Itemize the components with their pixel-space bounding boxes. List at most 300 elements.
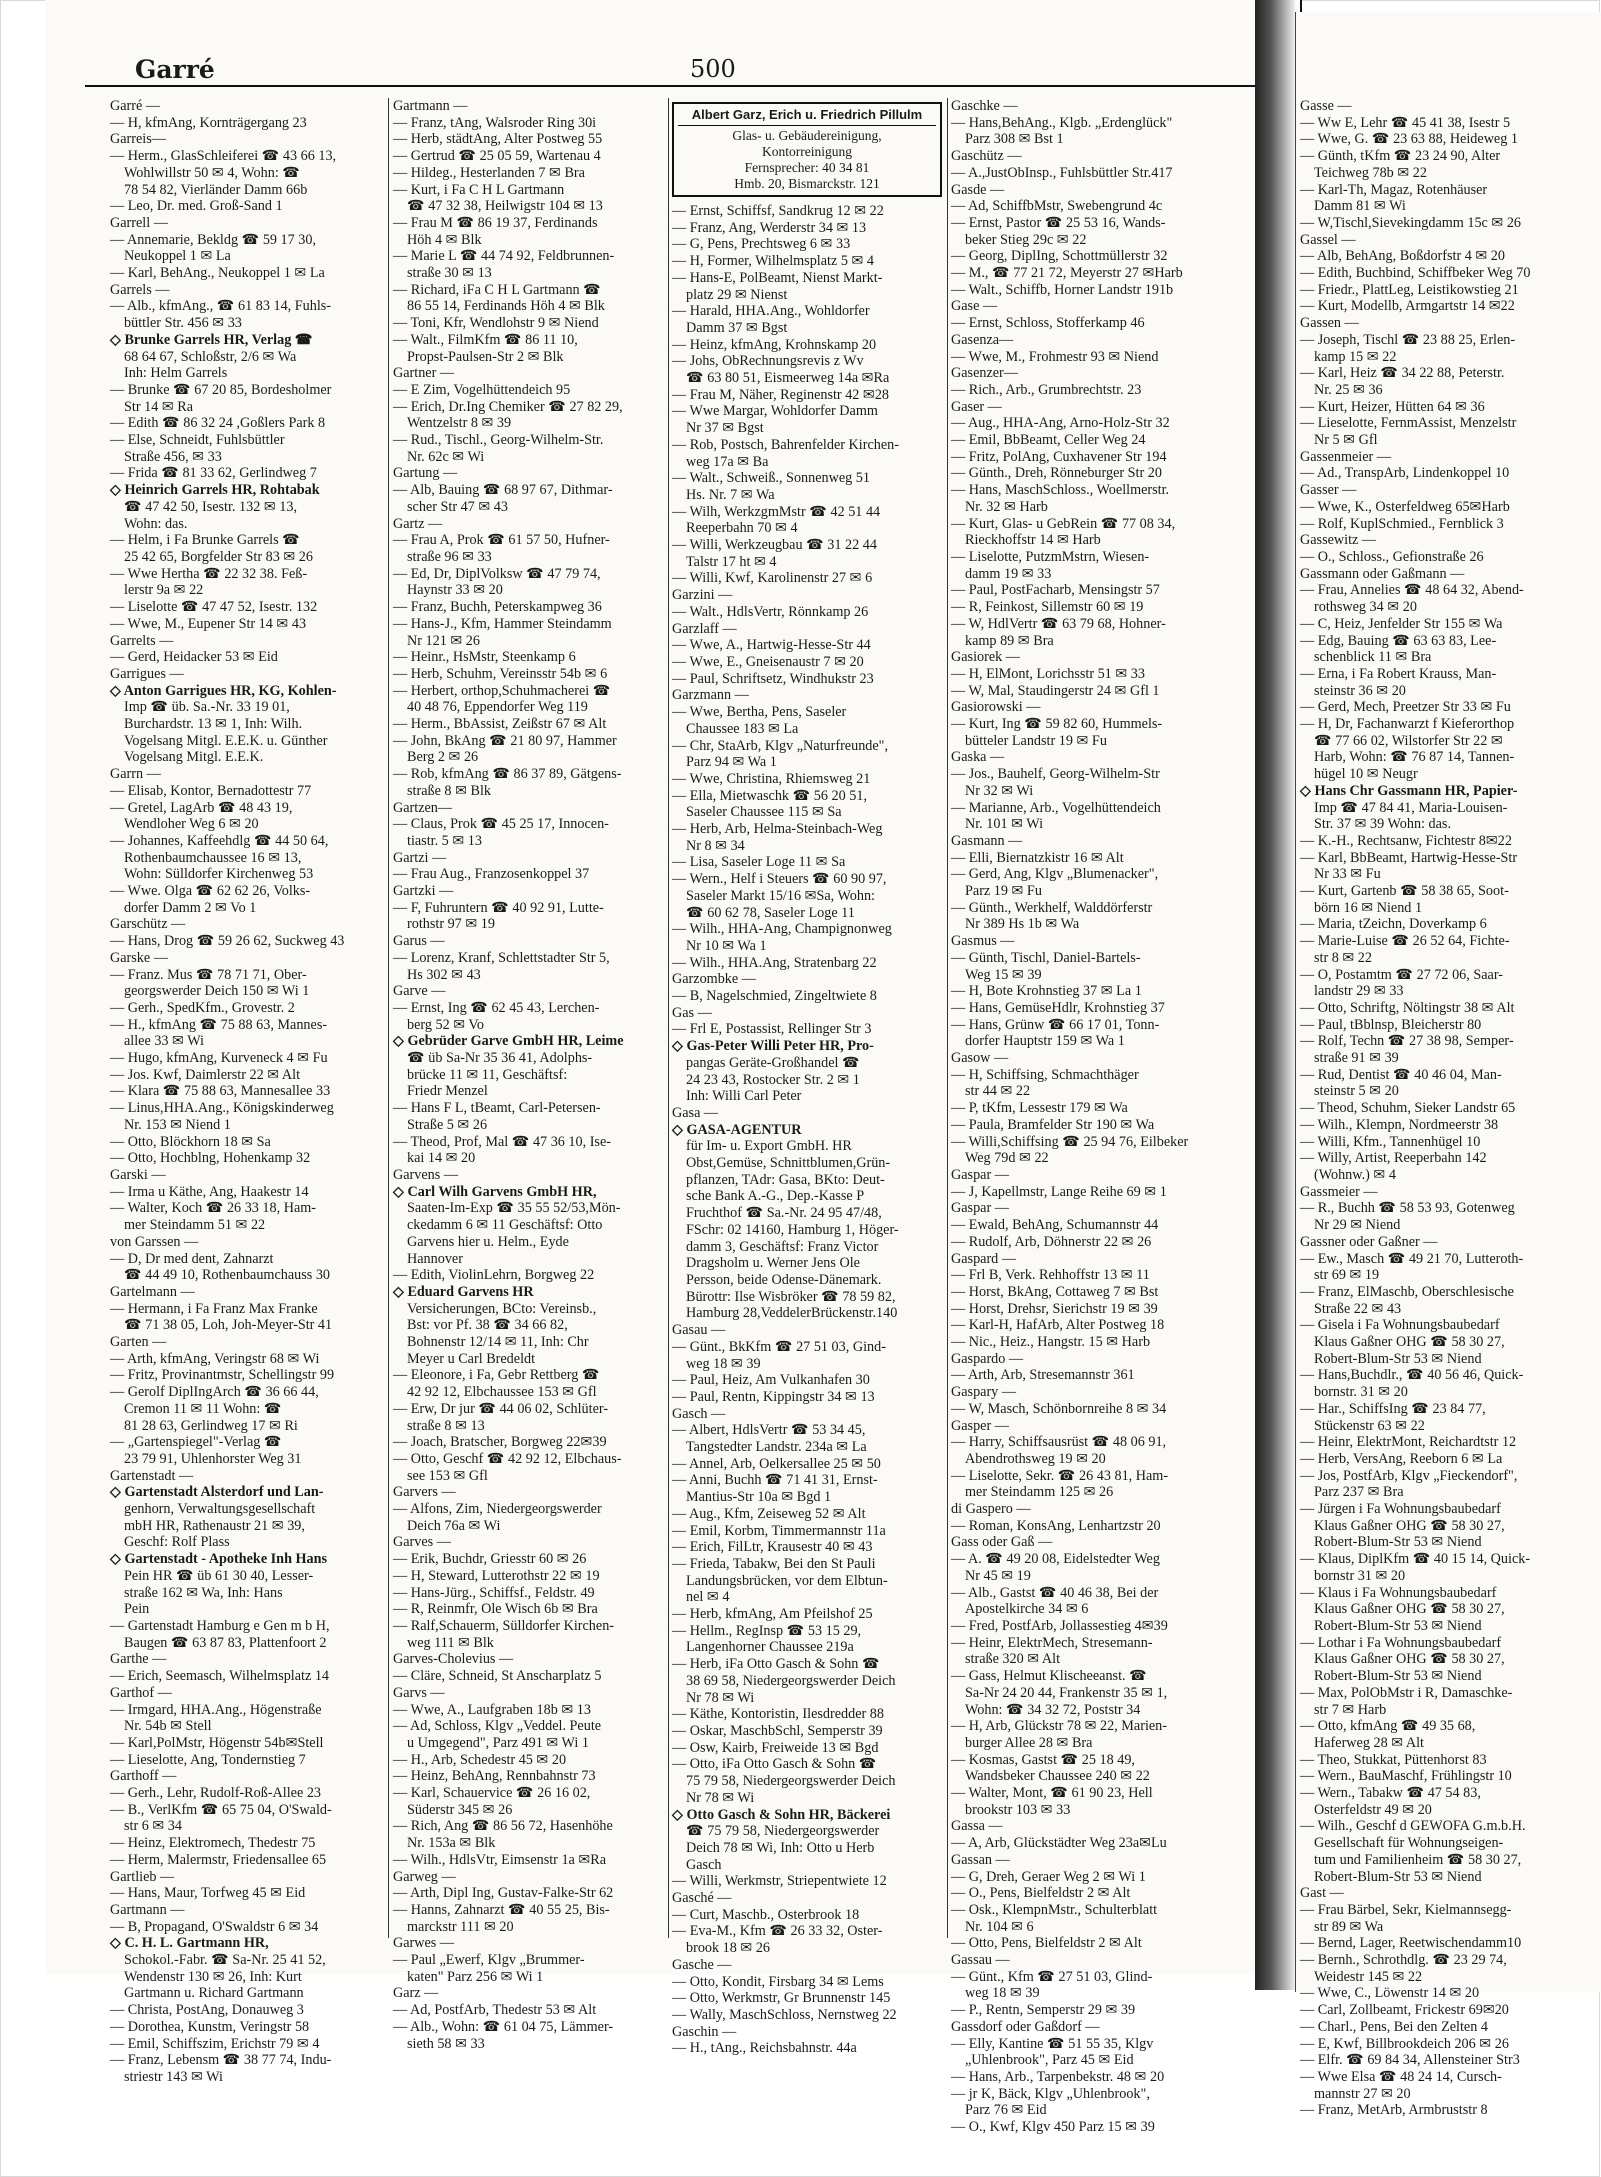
directory-entry: — Frieda, Tabakw, Bei den St Pauli bbox=[672, 1555, 876, 1572]
directory-entry: Nr 33 ✉ Fu bbox=[1314, 866, 1381, 883]
directory-entry: — Albert, HdlsVertr ☎ 53 34 45, bbox=[672, 1422, 866, 1439]
directory-entry: — Wally, MaschSchloss, Nernstweg 22 bbox=[672, 2006, 897, 2023]
directory-entry: Straße 5 ✉ 26 bbox=[407, 1116, 488, 1133]
directory-entry: Deich 76a ✉ Wi bbox=[407, 1517, 501, 1534]
directory-entry: — Arth, kfmAng, Veringstr 68 ✉ Wi bbox=[110, 1350, 320, 1367]
surname-heading: Gase — bbox=[951, 298, 998, 315]
directory-entry: — Elly, Kantine ☎ 51 55 35, Klgv bbox=[951, 2035, 1154, 2052]
directory-entry: rothsweg 34 ✉ 20 bbox=[1314, 599, 1417, 616]
directory-entry: — Otto, Hochblng, Hohenkamp 32 bbox=[110, 1150, 311, 1167]
directory-entry: kamp 15 ✉ 22 bbox=[1314, 348, 1397, 365]
directory-entry: — Erna, i Fa Robert Krauss, Man- bbox=[1300, 665, 1497, 682]
directory-entry: — Ad, Schloss, Klgv „Veddel. Peute bbox=[393, 1718, 602, 1735]
directory-entry: pangas Geräte-Großhandel ☎ bbox=[686, 1054, 860, 1071]
directory-entry: Nr 32 ✉ Wi bbox=[965, 782, 1034, 799]
surname-heading: Gasenzer— bbox=[951, 365, 1018, 382]
directory-entry: Chaussee 183 ✉ La bbox=[686, 720, 799, 737]
directory-entry: pflanzen, TAdr: Gasa, BKto: Deut- bbox=[686, 1171, 885, 1188]
directory-entry: — Otto, Kondit, Firsbarg 34 ✉ Lems bbox=[672, 1973, 884, 1990]
directory-entry: Nr 8 ✉ 34 bbox=[686, 837, 745, 854]
directory-entry: ☎ 75 79 58, Niedergeorgswerder bbox=[686, 1823, 880, 1840]
directory-entry: — Claus, Prok ☎ 45 25 17, Innocen- bbox=[393, 816, 609, 833]
directory-entry: weg 18 ✉ 39 bbox=[686, 1355, 761, 1372]
directory-entry: — Charl., Pens, Bei den Zelten 4 bbox=[1300, 2018, 1488, 2035]
directory-entry: Parz 19 ✉ Fu bbox=[965, 883, 1042, 900]
directory-entry: — Willy, Artist, Reeperbahn 142 bbox=[1300, 1150, 1487, 1167]
surname-heading: Gasa — bbox=[672, 1104, 719, 1121]
directory-entry: katen" Parz 256 ✉ Wi 1 bbox=[407, 1968, 544, 1985]
directory-entry: dorfer Damm 2 ✉ Vo 1 bbox=[124, 899, 257, 916]
directory-entry: — Rob, Postsch, Bahrenfelder Kirchen- bbox=[672, 436, 899, 453]
directory-entry: — Frida ☎ 81 33 62, Gerlindweg 7 bbox=[110, 465, 317, 482]
directory-entry: — Eva-M., Kfm ☎ 26 33 32, Oster- bbox=[672, 1923, 883, 1940]
directory-entry: sche Bank A.-G., Dep.-Kasse P bbox=[686, 1188, 865, 1205]
directory-entry: — Wwe, A., Hartwig-Hesse-Str 44 bbox=[672, 637, 871, 654]
directory-entry: straße 8 ✉ Blk bbox=[407, 782, 491, 799]
directory-entry: — Hellm., RegInsp ☎ 53 15 29, bbox=[672, 1622, 862, 1639]
directory-entry: Gesellschaft für Wohnungseigen- bbox=[1314, 1835, 1504, 1852]
directory-entry: — Osk., KlempnMstr., Schulterblatt bbox=[951, 1901, 1158, 1918]
directory-entry: Deich 78 ✉ Wi, Inh: Otto u Herb bbox=[686, 1839, 875, 1856]
directory-entry: — Franz, tAng, Walsroder Ring 30i bbox=[393, 114, 597, 131]
surname-heading: Gas — bbox=[672, 1004, 712, 1021]
directory-entry: — Herb, städtAng, Alter Postweg 55 bbox=[393, 131, 603, 148]
directory-entry: — Karl, BehAng., Neukoppel 1 ✉ La bbox=[110, 265, 325, 282]
directory-entry: — Theod, Prof, Mal ☎ 47 36 10, Ise- bbox=[393, 1133, 611, 1150]
directory-entry: bornstr. 31 ✉ 20 bbox=[1314, 1384, 1408, 1401]
directory-entry: — Hermann, i Fa Franz Max Franke bbox=[110, 1300, 318, 1317]
directory-entry: — Alb., kfmAng., ☎ 61 83 14, Fuhls- bbox=[110, 298, 332, 315]
advertisement-box bbox=[672, 102, 942, 197]
directory-entry: — G, Pens, Prechtsweg 6 ✉ 33 bbox=[672, 236, 851, 253]
directory-entry: Haynstr 33 ✉ 20 bbox=[407, 582, 503, 599]
directory-entry: — Gerd, Mech, Preetzer Str 33 ✉ Fu bbox=[1300, 699, 1511, 716]
directory-entry: FSchr: 02 14160, Hamburg 1, Höger- bbox=[686, 1221, 899, 1238]
directory-entry: — Kurt, Modellb, Armgartstr 14 ✉22 bbox=[1300, 298, 1515, 315]
directory-entry: Talstr 17 ht ✉ 4 bbox=[686, 553, 777, 570]
surname-heading: Gartmann — bbox=[393, 98, 468, 114]
directory-entry: — Franz, Buchh, Peterskampweg 36 bbox=[393, 599, 602, 616]
directory-entry: Neukoppel 1 ✉ La bbox=[124, 248, 231, 265]
directory-entry: — Kurt, Gartenb ☎ 58 38 65, Soot- bbox=[1300, 883, 1509, 900]
directory-entry: — Wilh., HHA.Ang, Stratenbarg 22 bbox=[672, 954, 877, 971]
directory-entry: Nr. 32 ✉ Harb bbox=[965, 498, 1048, 515]
surname-heading: Garrigues — bbox=[110, 665, 184, 682]
directory-entry: — Franz, Lebensm ☎ 38 77 74, Indu- bbox=[110, 2052, 332, 2069]
directory-entry: — Franz, ElMaschb, Oberschlesische bbox=[1300, 1283, 1514, 1300]
directory-entry: ◇ Gebrüder Garve GmbH HR, Leime bbox=[393, 1033, 624, 1050]
directory-entry: — Wwe, K., Osterfeldweg 65✉Harb bbox=[1300, 498, 1510, 515]
directory-entry: — Wilh., HdlsVtr, Eimsenstr 1a ✉Ra bbox=[393, 1851, 607, 1868]
directory-entry: — Ernst, Schiffsf, Sandkrug 12 ✉ 22 bbox=[672, 203, 884, 219]
directory-entry: — Wwe, Christina, Rhiemsweg 21 bbox=[672, 770, 871, 787]
directory-entry: ◇ C. H. L. Gartmann HR, bbox=[110, 1935, 269, 1952]
directory-entry: — Otto, Geschf ☎ 42 92 12, Elbchaus- bbox=[393, 1450, 622, 1467]
directory-entry: — Herbert, orthop,Schuhmacherei ☎ bbox=[393, 682, 611, 699]
column-1 bbox=[110, 98, 382, 2085]
directory-entry: georgswerder Deich 150 ✉ Wi 1 bbox=[124, 983, 310, 1000]
directory-entry: Bohnenstr 12/14 ✉ 11, Inh: Chr bbox=[407, 1334, 589, 1351]
directory-entry: ◇ Anton Garrigues HR, KG, Kohlen- bbox=[110, 682, 337, 699]
directory-entry: Wendloher Weg 6 ✉ 20 bbox=[124, 816, 259, 833]
running-headword: Garré bbox=[135, 55, 215, 84]
directory-entry: see 153 ✉ Gfl bbox=[407, 1467, 488, 1484]
directory-entry: — Liselotte, PutzmMstrn, Wiesen- bbox=[951, 548, 1150, 565]
directory-entry: marckstr 111 ✉ 20 bbox=[407, 1918, 514, 1935]
surname-heading: Gartmann — bbox=[110, 1901, 185, 1918]
directory-entry: — Gerh., Lehr, Rudolf-Roß-Allee 23 bbox=[110, 1785, 322, 1802]
directory-entry: — A.,JustObInsp., Fuhlsbüttler Str.417 bbox=[951, 164, 1173, 181]
surname-heading: Gassan — bbox=[951, 1851, 1010, 1868]
page-number: 500 bbox=[690, 55, 736, 83]
directory-entry: — Willi,Schiffsing ☎ 25 94 76, Eilbeker bbox=[951, 1133, 1189, 1150]
directory-entry: — Emil, Korbm, Timmermannstr 11a bbox=[672, 1522, 886, 1539]
surname-heading: Gasper — bbox=[951, 1417, 1009, 1434]
surname-heading: Gasow — bbox=[951, 1050, 1009, 1067]
directory-entry: scher Str 47 ✉ 43 bbox=[407, 498, 508, 515]
surname-heading: Gaspardo — bbox=[951, 1350, 1024, 1367]
directory-entry: ◇ Hans Chr Gassmann HR, Papier- bbox=[1300, 782, 1518, 799]
directory-entry: Berg 2 ✉ 26 bbox=[407, 749, 479, 766]
directory-entry: Robert-Blum-Str 53 ✉ Niend bbox=[1314, 1534, 1482, 1551]
directory-entry: — Ad., TranspArb, Lindenkoppel 10 bbox=[1300, 465, 1510, 482]
directory-entry: — G, Dreh, Geraer Weg 2 ✉ Wi 1 bbox=[951, 1868, 1146, 1885]
directory-entry: Geschf: Rolf Plass bbox=[124, 1534, 230, 1551]
surname-heading: Gartzen— bbox=[393, 799, 453, 816]
directory-entry: — Fritz, Provinantmstr, Schellingstr 99 bbox=[110, 1367, 335, 1384]
directory-entry: — Hugo, kfmAng, Kurveneck 4 ✉ Fu bbox=[110, 1050, 328, 1067]
directory-entry: Wohn: ☎ 34 32 72, Poststr 34 bbox=[965, 1701, 1141, 1718]
directory-entry: — Erich, FilLtr, Krausestr 40 ✉ 43 bbox=[672, 1539, 873, 1556]
directory-entry: — Erik, Buchdr, Griesstr 60 ✉ 26 bbox=[393, 1551, 587, 1568]
directory-entry: — Paul, tBblnsp, Bleicherstr 80 bbox=[1300, 1016, 1482, 1033]
directory-entry: — Elisab, Kontor, Bernadottestr 77 bbox=[110, 782, 312, 799]
directory-entry: — W, Mal, Staudingerstr 24 ✉ Gfl 1 bbox=[951, 682, 1160, 699]
surname-heading: Garweg — bbox=[393, 1868, 456, 1885]
directory-entry: Cremon 11 ✉ 11 Wohn: ☎ bbox=[124, 1400, 282, 1417]
surname-heading: Garreis— bbox=[110, 131, 166, 148]
directory-entry: — Wwe Margar, Wohldorfer Damm bbox=[672, 403, 878, 420]
directory-entry: brookstr 103 ✉ 33 bbox=[965, 1801, 1071, 1818]
directory-entry: Robert-Blum-Str 53 ✉ Niend bbox=[1314, 1668, 1482, 1685]
directory-entry: beker Stieg 29c ✉ 22 bbox=[965, 231, 1087, 248]
directory-entry: Haferweg 28 ✉ Alt bbox=[1314, 1734, 1424, 1751]
surname-heading: Gassen — bbox=[1300, 315, 1359, 332]
directory-entry: Damm 81 ✉ Wi bbox=[1314, 198, 1406, 215]
surname-heading: Garrels — bbox=[110, 281, 170, 298]
directory-entry: — Otto, Blöckhorn 18 ✉ Sa bbox=[110, 1133, 271, 1150]
surname-heading: Gartner — bbox=[393, 365, 455, 382]
directory-entry: — Frau A, Prok ☎ 61 57 50, Hufner- bbox=[393, 532, 610, 549]
directory-entry: Nr 389 Hs 1b ✉ Wa bbox=[965, 916, 1080, 933]
directory-entry: — Ww E, Lehr ☎ 45 41 38, Isestr 5 bbox=[1300, 114, 1511, 131]
directory-entry: — Wwe, M., Frohmestr 93 ✉ Niend bbox=[951, 348, 1159, 365]
directory-entry: — Gisela i Fa Wohnungsbaubedarf bbox=[1300, 1317, 1500, 1334]
directory-entry: Harb, Wohn: ☎ 76 87 14, Tannen- bbox=[1314, 749, 1515, 766]
directory-entry: — B., VerlKfm ☎ 65 75 04, O'Swald- bbox=[110, 1801, 332, 1818]
directory-entry: — Wern., BauMaschf, Frühlingstr 10 bbox=[1300, 1768, 1512, 1785]
directory-entry: Rothenbaumchaussee 16 ✉ 13, bbox=[124, 849, 302, 866]
directory-entry: — Walt., HdlsVertr, Rönnkamp 26 bbox=[672, 603, 869, 620]
directory-entry: — Hans, Drog ☎ 59 26 62, Suckweg 43 bbox=[110, 933, 345, 950]
directory-entry: — Arth, Arb, Stresemannstr 361 bbox=[951, 1367, 1135, 1384]
directory-entry: Parz 308 ✉ Bst 1 bbox=[965, 131, 1064, 148]
surname-heading: Gassa — bbox=[951, 1818, 1003, 1835]
directory-entry: — Wilh., HHA-Ang, Champignonweg bbox=[672, 921, 892, 938]
directory-entry: — Günth., Dreh, Rönneburger Str 20 bbox=[951, 465, 1162, 482]
directory-entry: — Nic., Heiz., Hangstr. 15 ✉ Harb bbox=[951, 1334, 1151, 1351]
directory-entry: 25 42 65, Borgfelder Str 83 ✉ 26 bbox=[124, 548, 313, 565]
directory-entry: — W, HdlVertr ☎ 63 79 68, Hohner- bbox=[951, 615, 1166, 632]
directory-entry: — E, Kwf, Billbrookdeich 206 ✉ 26 bbox=[1300, 2035, 1509, 2052]
surname-heading: Gartzi — bbox=[393, 849, 447, 866]
directory-entry: brook 18 ✉ 26 bbox=[686, 1940, 771, 1957]
directory-entry: ◇ Otto Gasch & Sohn HR, Bäckerei bbox=[672, 1806, 891, 1823]
directory-entry: — Gerd, Ang, Klgv „Blumenacker", bbox=[951, 866, 1159, 883]
directory-entry: — P, tKfm, Lessestr 179 ✉ Wa bbox=[951, 1100, 1128, 1117]
directory-entry: — Frau, Annelies ☎ 48 64 32, Abend- bbox=[1300, 582, 1524, 599]
directory-entry: — Dorothea, Kunstm, Veringstr 58 bbox=[110, 2018, 310, 2035]
surname-heading: Gasmann — bbox=[951, 832, 1023, 849]
surname-heading: Garré — bbox=[110, 98, 161, 114]
directory-entry: Teichweg 78b ✉ 22 bbox=[1314, 164, 1427, 181]
directory-entry: — M., ☎ 77 21 72, Meyerstr 27 ✉Harb bbox=[951, 265, 1183, 282]
directory-entry: — Klara ☎ 75 88 63, Mannesallee 33 bbox=[110, 1083, 331, 1100]
directory-entry: — Hans, Grünw ☎ 66 17 01, Tonn- bbox=[951, 1016, 1160, 1033]
directory-entry: — Otto, Schriftg, Nöltingstr 38 ✉ Alt bbox=[1300, 999, 1515, 1016]
directory-entry: — Linus,HHA.Ang., Königskinderweg bbox=[110, 1100, 334, 1117]
directory-entry: Mantius-Str 10a ✉ Bgd 1 bbox=[686, 1489, 832, 1506]
directory-entry: genhorn, Verwaltungsgesellschaft bbox=[124, 1501, 316, 1518]
directory-entry: — Joach, Bratscher, Borgweg 22✉39 bbox=[393, 1434, 607, 1451]
directory-entry: — Rich, Ang ☎ 86 56 72, Hasenhöhe bbox=[393, 1818, 613, 1835]
directory-entry: ☎ 71 38 05, Loh, Joh-Meyer-Str 41 bbox=[124, 1317, 333, 1334]
surname-heading: Gasser — bbox=[1300, 482, 1357, 499]
surname-heading: Gaser — bbox=[951, 398, 1002, 415]
directory-entry: allee 33 ✉ Wi bbox=[124, 1033, 204, 1050]
directory-entry: lerstr 9a ✉ 22 bbox=[124, 582, 204, 599]
directory-entry: Klaus Gaßner OHG ☎ 58 30 27, bbox=[1314, 1334, 1505, 1351]
directory-entry: Hs. Nr. 7 ✉ Wa bbox=[686, 486, 775, 503]
directory-entry: — Har., SchiffsIng ☎ 23 84 77, bbox=[1300, 1400, 1486, 1417]
directory-entry: — Roman, KonsAng, Lenhartzstr 20 bbox=[951, 1517, 1161, 1534]
directory-entry: — H., tAng., Reichsbahnstr. 44a bbox=[672, 2040, 857, 2057]
column-rule bbox=[668, 98, 669, 1938]
directory-entry: — Paul, Schriftsetz, Windhukstr 23 bbox=[672, 670, 874, 687]
directory-entry: — Wern., Helf i Steuers ☎ 60 90 97, bbox=[672, 871, 887, 888]
directory-entry: weg 111 ✉ Blk bbox=[407, 1634, 494, 1651]
directory-entry: bütteler Landstr 19 ✉ Fu bbox=[965, 732, 1107, 749]
directory-entry: — Wwe, Bertha, Pens, Saseler bbox=[672, 704, 847, 721]
directory-entry: — Wern., Tabakw ☎ 47 54 83, bbox=[1300, 1785, 1481, 1802]
directory-entry: Parz 76 ✉ Eid bbox=[965, 2102, 1047, 2119]
directory-entry: — Ed, Dr, DiplVolksw ☎ 47 79 74, bbox=[393, 565, 601, 582]
directory-entry: — Kurt, Ing ☎ 59 82 60, Hummels- bbox=[951, 716, 1163, 733]
directory-entry: — Lieselotte, Ang, Tondernstieg 7 bbox=[110, 1751, 306, 1768]
directory-entry: — Fred, PostfArb, Jollassestieg 4✉39 bbox=[951, 1617, 1168, 1634]
directory-entry: — Edg, Bauing ☎ 63 63 83, Lee- bbox=[1300, 632, 1497, 649]
directory-entry: — R, Feinkost, Sillemstr 60 ✉ 19 bbox=[951, 599, 1144, 616]
surname-heading: Garrelts — bbox=[110, 632, 174, 649]
directory-entry: Robert-Blum-Str 53 ✉ Niend bbox=[1314, 1617, 1482, 1634]
surname-heading: Gasse — bbox=[1300, 98, 1352, 114]
directory-entry: Landungsbrücken, vor dem Elbtun- bbox=[686, 1572, 888, 1589]
directory-entry: berg 52 ✉ Vo bbox=[407, 1016, 484, 1033]
directory-entry: — Alb, BehAng, Boßdorfstr 4 ✉ 20 bbox=[1300, 248, 1505, 265]
directory-entry: weg 18 ✉ 39 bbox=[965, 1985, 1040, 2002]
directory-entry: Str 14 ✉ Ra bbox=[124, 398, 194, 415]
directory-entry: — Herm., BbAssist, Zeißstr 67 ✉ Alt bbox=[393, 716, 607, 733]
surname-heading: Gaspary — bbox=[951, 1384, 1017, 1401]
directory-entry: — Otto, Werkmstr, Gr Brunnenstr 145 bbox=[672, 1990, 891, 2007]
directory-entry: — Alb, Bauing ☎ 68 97 67, Dithmar- bbox=[393, 482, 613, 499]
directory-entry: striestr 143 ✉ Wi bbox=[124, 2068, 223, 2085]
directory-entry: — Hans-J., Kfm, Hammer Steindamm bbox=[393, 615, 612, 632]
directory-entry: Fruchthof ☎ Sa.-Nr. 24 95 47/48, bbox=[686, 1205, 882, 1222]
directory-entry: — Cläre, Schneid, St Anscharplatz 5 bbox=[393, 1668, 602, 1685]
directory-entry: — Heinz, Elektromech, Thedestr 75 bbox=[110, 1835, 316, 1852]
directory-entry: burger Allee 28 ✉ Bra bbox=[965, 1734, 1093, 1751]
directory-entry: — Elli, Biernatzkistr 16 ✉ Alt bbox=[951, 849, 1124, 866]
directory-entry: 78 54 82, Vierländer Damm 66b bbox=[124, 181, 308, 198]
directory-entry: — Gerh., SpedKfm., Grovestr. 2 bbox=[110, 999, 295, 1016]
directory-entry: — Rolf, Techn ☎ 27 38 98, Semper- bbox=[1300, 1033, 1514, 1050]
directory-entry: — Max, PolObMstr i R, Damaschke- bbox=[1300, 1684, 1513, 1701]
surname-heading: Garski — bbox=[110, 1167, 166, 1183]
column-2 bbox=[393, 98, 663, 2052]
directory-entry: — John, BkAng ☎ 21 80 97, Hammer bbox=[393, 732, 617, 749]
directory-entry: — Walter, Mont, ☎ 61 90 23, Hell bbox=[951, 1785, 1153, 1802]
directory-entry: — Joseph, Tischl ☎ 23 88 25, Erlen- bbox=[1300, 331, 1516, 348]
directory-entry: — Rich., Arb., Grumbrechtstr. 23 bbox=[951, 381, 1142, 398]
surname-heading: Gaska — bbox=[951, 749, 1005, 766]
directory-entry: — Willi, Werkmstr, Striepentwiete 12 bbox=[672, 1873, 887, 1890]
directory-entry: — Karl, Schauervice ☎ 26 16 02, bbox=[393, 1785, 591, 1802]
directory-entry: — Rud, Dentist ☎ 40 46 04, Man- bbox=[1300, 1066, 1502, 1083]
directory-entry: — Ella, Mietwaschk ☎ 56 20 51, bbox=[672, 787, 867, 804]
directory-entry: str 69 ✉ 19 bbox=[1314, 1267, 1380, 1284]
column-rule bbox=[388, 98, 389, 1938]
directory-entry: — Erw, Dr jur ☎ 44 06 02, Schlüter- bbox=[393, 1400, 609, 1417]
directory-entry: — Marie L ☎ 44 74 92, Feldbrunnen- bbox=[393, 248, 615, 265]
directory-entry: Nr 37 ✉ Bgst bbox=[686, 420, 764, 437]
directory-entry: straße 162 ✉ Wa, Inh: Hans bbox=[124, 1584, 283, 1601]
directory-entry: — O., Schloss., Gefionstraße 26 bbox=[1300, 548, 1484, 565]
directory-entry: Klaus Gaßner OHG ☎ 58 30 27, bbox=[1314, 1517, 1505, 1534]
directory-entry: Inh: Willi Carl Peter bbox=[686, 1088, 802, 1105]
directory-entry: — Herb, VersAng, Reeborn 6 ✉ La bbox=[1300, 1450, 1503, 1467]
directory-entry: — Lorenz, Kranf, Schlettstadter Str 5, bbox=[393, 949, 610, 966]
directory-entry: — W, Masch, Schönbornreihe 8 ✉ 34 bbox=[951, 1400, 1167, 1417]
directory-entry: Hamburg 28,VeddelerBrückenstr.140 bbox=[686, 1305, 898, 1322]
surname-heading: Gartelmann — bbox=[110, 1283, 195, 1300]
directory-entry: — Gass, Helmut Klischeeanst. ☎ bbox=[951, 1668, 1147, 1685]
surname-heading: Gasenza— bbox=[951, 331, 1014, 348]
directory-entry: — A, Arb, Glückstädter Weg 23a✉Lu bbox=[951, 1835, 1167, 1852]
directory-entry: — B, Nagelschmied, Zingeltwiete 8 bbox=[672, 988, 877, 1005]
directory-entry: — H, Steward, Lutterothstr 22 ✉ 19 bbox=[393, 1567, 600, 1584]
directory-entry: — Brunke ☎ 67 20 85, Bordesholmer bbox=[110, 381, 332, 398]
surname-heading: Garvs — bbox=[393, 1684, 445, 1701]
directory-entry: — Emil, Schiffszim, Erichstr 79 ✉ 4 bbox=[110, 2035, 320, 2052]
surname-heading: Garzmann — bbox=[672, 687, 749, 704]
directory-entry: — Lothar i Fa Wohnungsbaubedarf bbox=[1300, 1634, 1502, 1651]
directory-entry: — Walt., Schweiß., Sonnenweg 51 bbox=[672, 470, 870, 487]
surname-heading: Gaspar — bbox=[951, 1200, 1009, 1217]
directory-entry: Bürottr: Ilse Wisbröker ☎ 78 59 82, bbox=[686, 1288, 896, 1305]
surname-heading: Gartlieb — bbox=[110, 1868, 175, 1885]
surname-heading: Garrn — bbox=[110, 766, 161, 783]
directory-entry: Burchardstr. 13 ✉ 1, Inh: Wilh. bbox=[124, 716, 303, 733]
directory-entry: — Franz, Ang, Werderstr 34 ✉ 13 bbox=[672, 219, 867, 236]
directory-entry: Klaus Gaßner OHG ☎ 58 30 27, bbox=[1314, 1651, 1505, 1668]
surname-heading: Gasiorowski — bbox=[951, 699, 1041, 716]
directory-entry: 75 79 58, Niedergeorgswerder Deich bbox=[686, 1773, 896, 1790]
directory-entry: Meyer u Carl Bredeldt bbox=[407, 1350, 536, 1367]
directory-entry: — O., Kwf, Klgv 450 Parz 15 ✉ 39 bbox=[951, 2119, 1155, 2136]
directory-entry: — D, Dr med dent, Zahnarzt bbox=[110, 1250, 274, 1267]
directory-entry: Nr. 25 ✉ 36 bbox=[1314, 381, 1383, 398]
surname-heading: Garten — bbox=[110, 1334, 167, 1351]
directory-entry: — H., Arb, Schedestr 45 ✉ 20 bbox=[393, 1751, 567, 1768]
directory-entry: — Karl, Heiz ☎ 34 22 88, Peterstr. bbox=[1300, 365, 1505, 382]
directory-entry: — Paul, Heiz, Am Vulkanhafen 30 bbox=[672, 1372, 870, 1389]
directory-entry: — Paul „Ewerf, Klgv „Brummer- bbox=[393, 1952, 585, 1969]
directory-entry: — Lieselotte, FernmAssist, Menzelstr bbox=[1300, 415, 1517, 432]
directory-entry: — Walt., Schiffb, Horner Landstr 191b bbox=[951, 281, 1174, 298]
directory-entry: — Frl B, Verk. Rehhoffstr 13 ✉ 11 bbox=[951, 1267, 1150, 1284]
directory-entry: — Herm, Malermstr, Friedensallee 65 bbox=[110, 1851, 327, 1868]
directory-entry: — Annel, Arb, Oelkersallee 25 ✉ 50 bbox=[672, 1455, 881, 1472]
surname-heading: Gaspard — bbox=[951, 1250, 1017, 1267]
surname-heading: Garwes — bbox=[393, 1935, 455, 1952]
directory-entry: — Johannes, Kaffeehdlg ☎ 44 50 64, bbox=[110, 832, 329, 849]
directory-entry: Dragsholm u. Werner Jens Ole bbox=[686, 1255, 860, 1272]
directory-entry: kai 14 ✉ 20 bbox=[407, 1150, 476, 1167]
surname-heading: Garzombke — bbox=[672, 971, 756, 988]
directory-entry: Nr. 62c ✉ Wi bbox=[407, 448, 485, 465]
directory-entry: — Herb, Schuhm, Vereinsstr 54b ✉ 6 bbox=[393, 665, 608, 682]
directory-entry: ☎ 60 62 78, Saseler Loge 11 bbox=[686, 904, 855, 921]
directory-entry: Weg 15 ✉ 39 bbox=[965, 966, 1042, 983]
directory-entry: — Wilh., Klempn, Nordmeerstr 38 bbox=[1300, 1116, 1499, 1133]
surname-heading: Garve — bbox=[393, 983, 446, 1000]
directory-entry: — Günth., Werkhelf, Walddörferstr bbox=[951, 899, 1153, 916]
directory-entry: Abendrothsweg 19 ✉ 20 bbox=[965, 1450, 1106, 1467]
directory-entry: — Wwe, A., Laufgraben 18b ✉ 13 bbox=[393, 1701, 591, 1718]
directory-entry: — Kurt, Heizer, Hütten 64 ✉ 36 bbox=[1300, 398, 1485, 415]
directory-entry: Imp ☎ 47 84 41, Maria-Louisen- bbox=[1314, 799, 1508, 816]
directory-entry: — Erich, Seemasch, Wilhelmsplatz 14 bbox=[110, 1668, 330, 1685]
surname-heading: Gasde — bbox=[951, 181, 1005, 198]
directory-entry: Reeperbahn 70 ✉ 4 bbox=[686, 520, 798, 537]
directory-entry: ☎ 47 32 38, Heilwigstr 104 ✉ 13 bbox=[407, 198, 603, 215]
directory-entry: — Helm, i Fa Brunke Garrels ☎ bbox=[110, 532, 300, 549]
surname-heading: Gaschütz — bbox=[951, 148, 1022, 165]
directory-entry: — Ernst, Pastor ☎ 25 53 16, Wands- bbox=[951, 214, 1166, 231]
directory-entry: Langenhorner Chaussee 219a bbox=[686, 1639, 854, 1656]
directory-entry: — Bernd, Lager, Reetwischendamm10 bbox=[1300, 1935, 1522, 1952]
directory-entry: — H, Bote Krohnstieg 37 ✉ La 1 bbox=[951, 983, 1142, 1000]
surname-heading: Gassenmeier — bbox=[1300, 448, 1392, 465]
directory-entry: Nr 5 ✉ Gfl bbox=[1314, 432, 1378, 449]
directory-entry: — Klaus i Fa Wohnungsbaubedarf bbox=[1300, 1584, 1497, 1601]
directory-entry: — Hans-Jürg., Schiffsf., Feldstr. 49 bbox=[393, 1584, 595, 1601]
directory-entry: Bst: vor Pf. 38 ☎ 34 66 82, bbox=[407, 1317, 568, 1334]
directory-entry: Höh 4 ✉ Blk bbox=[407, 231, 482, 248]
surname-heading: Gaschin — bbox=[672, 2023, 737, 2040]
directory-entry: — Jos, PostfArb, Klgv „Fieckendorf", bbox=[1300, 1467, 1518, 1484]
